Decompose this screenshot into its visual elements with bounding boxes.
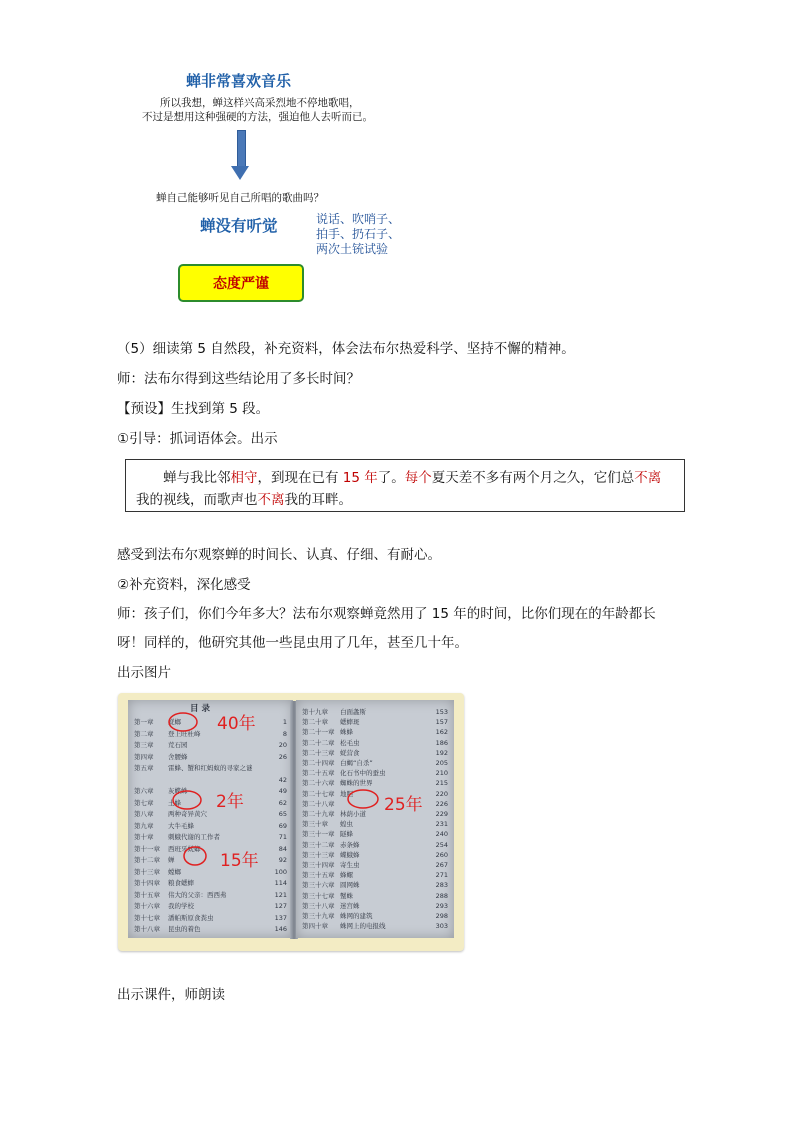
paragraph: （5）细读第 5 自然段，补充资料，体会法布尔热爱科学、坚持不懈的精神。 [117,341,575,357]
paragraph: 呀！同样的，他研究其他一些昆虫用了几年，甚至几十年。 [117,635,468,651]
toc-chapter: 第九章 [134,821,154,830]
toc-title: 我的学校 [168,902,194,910]
toc-chapter: 第六章 [134,787,154,795]
diagram-quote-line2: 不过是想用这种强硬的方法，强迫他人去听而已。 [142,111,373,123]
toc-chapter: 第二十九章 [302,810,335,818]
experiment-item: 拍手、扔石子、 [316,227,401,241]
toc-title: 隧蜂 [340,830,353,839]
toc-title: 土蜂 [168,798,181,807]
toc-title: 荒石园 [168,741,188,749]
highlight: 15 年 [342,470,378,486]
toc-page-number: 298 [435,912,448,920]
toc-title: 蜣营食 [340,748,360,757]
toc-chapter: 第十一章 [134,844,160,853]
toc-chapter: 第十三章 [134,867,160,876]
toc-title: 白蝎“自杀” [340,759,373,767]
toc-title: 林荫小道 [340,810,366,818]
toc-title: 两种奇异黄穴 [168,810,207,818]
toc-chapter: 第二十二章 [302,738,335,747]
attitude-label: 态度严谨 [213,276,269,292]
toc-chapter: 第二章 [134,729,154,738]
toc-title: 蛛蜂 [340,728,353,737]
quote-line-2: 我的视线，而歌声也不离我的耳畔。 [136,492,352,508]
toc-chapter: 第二十六章 [302,779,335,788]
toc-chapter: 第四章 [134,752,154,761]
toc-page-number: 229 [435,810,448,818]
toc-chapter: 第三十九章 [302,912,335,920]
diagram-quote-line1: 所以我想，蝉这样兴高采烈地不停地歌唱， [160,97,360,109]
year-annotation: 40年 [217,714,256,734]
paragraph: 师：法布尔得到这些结论用了多长时间？ [117,371,360,387]
toc-page-number: 153 [435,708,448,716]
toc-page-number: 127 [274,902,287,910]
toc-page-number: 220 [435,789,448,798]
quote-line-1: 蝉与我比邻相守，到现在已有 15 年了。每个夏天差不多有两个月之久，它们总不离 [163,470,662,486]
toc-chapter: 第二十四章 [302,759,335,767]
annotation-circle [173,791,201,809]
toc-title: 赤条蜂 [340,840,360,849]
paragraph: ②补充资料，深化感受 [117,577,251,593]
toc-title: 粮食蟋蟀 [168,879,194,887]
toc-page-number: 1 [282,718,287,726]
highlight: 不离 [257,492,285,508]
toc-chapter: 第二十五章 [302,769,335,778]
toc-page-number: 8 [282,729,287,738]
toc-title: 舍腰蜂 [168,752,188,761]
paragraph: 师：孩子们，你们今年多大？法布尔观察蝉竟然用了 15 年的时间，比你们现在的年龄都长 [117,606,656,622]
toc-chapter: 第三十二章 [302,840,335,849]
toc-page-number: 293 [435,901,448,910]
highlight: 相守 [230,470,258,486]
toc-chapter: 第八章 [134,810,154,818]
toc-title: 化石书中的蚕虫 [340,769,386,778]
toc-page-number: 254 [435,840,448,849]
toc-page-number: 240 [435,830,448,839]
experiment-item: 两次土铳试验 [316,242,389,256]
toc-title: 蜣螂 [168,718,181,726]
down-arrow-head-icon [231,166,249,180]
toc-chapter: 第七章 [134,798,154,807]
toc-page-number: 69 [278,821,287,830]
toc-chapter: 第三十章 [302,820,328,829]
experiment-item: 说话、吹哨子、 [316,212,401,226]
toc-chapter: 第十七章 [134,913,160,922]
toc-page-number: 62 [278,798,287,807]
toc-chapter: 第五章 [134,764,154,772]
toc-chapter: 第二十章 [302,718,328,727]
toc-title: 西班牙蜣螂 [168,844,201,853]
toc-chapter: 第二十七章 [302,789,335,798]
toc-title: 伟大的父亲：西西弗 [168,890,227,899]
toc-page-number: 260 [435,850,448,859]
toc-page-number: 114 [274,879,287,887]
toc-title: 蝉 [168,856,175,864]
annotation-circle [184,847,206,865]
toc-chapter: 第三十八章 [302,901,335,910]
toc-page-number: 26 [278,752,287,761]
toc-title: 潘帕斯原食粪虫 [168,913,214,922]
toc-title: 迷宫蛛 [340,901,360,910]
toc-page-number: 100 [274,867,287,876]
toc-page-number: 231 [435,820,448,829]
toc-chapter: 第十五章 [134,890,160,899]
paragraph: 感受到法布尔观察蝉的时间长、认真、仔细、有耐心。 [117,547,441,563]
toc-page-number: 162 [435,728,448,737]
toc-page-number: 267 [435,861,448,869]
annotation-layer [118,693,464,951]
toc-page-number: 92 [278,856,287,864]
toc-page-number: 65 [278,810,287,818]
experiment-list [316,212,400,257]
toc-chapter: 第二十一章 [302,728,335,737]
toc-chapter: 第三十一章 [302,830,335,839]
book-toc-image [118,693,464,951]
toc-page-number: 42 [278,775,287,784]
toc-title: 寄生虫 [340,861,360,869]
toc-chapter: 第三十六章 [302,881,335,890]
toc-chapter: 第三十七章 [302,891,335,900]
toc-title: 灰蝶蛛 [168,787,188,795]
attitude-box [178,264,304,302]
toc-title: 雷蜂、蟹和红蚂蚁的寻家之谜 [168,764,253,772]
toc-chapter: 第十章 [134,833,154,841]
toc-title: 白面螽斯 [340,708,366,716]
diagram-question: 蝉自己能够听见自己所唱的歌曲吗？ [156,192,324,204]
annotation-circle [169,713,197,731]
toc-page-number: 210 [435,769,448,778]
toc-chapter: 第十六章 [134,902,160,910]
toc-title: 螳螂 [168,867,181,876]
annotation-circle [348,790,378,808]
toc-chapter: 第一章 [134,718,154,726]
toc-chapter: 第十四章 [134,879,160,887]
toc-title: 蛛网的建筑 [340,912,373,920]
toc-page-number: 20 [278,741,287,749]
toc-title: 蝗虫 [340,820,353,829]
paragraph: ①引导：抓词语体会。出示 [117,431,278,447]
toc-page-number: 146 [274,925,287,933]
toc-page-number: 84 [278,844,287,853]
toc-title: 蛛网上的电报线 [340,922,386,931]
diagram-conclusion: 蝉没有听觉 [200,217,278,235]
toc-title: 蟋蟀斑 [340,718,360,727]
toc-chapter: 第十八章 [134,925,160,933]
paragraph: 出示课件，师朗读 [117,987,225,1003]
toc-page-number: 157 [435,718,448,727]
toc-chapter: 第十九章 [302,708,328,716]
toc-chapter: 第三十五章 [302,871,335,880]
toc-chapter: 第三十三章 [302,850,335,859]
toc-page-number: 49 [278,787,287,795]
toc-title: 蜘蛛的世界 [340,779,373,788]
toc-title: 蝶蛾蜂 [340,850,360,859]
toc-page-number: 137 [274,913,287,922]
toc-page-number: 71 [278,833,287,841]
toc-heading: 目 录 [190,704,210,714]
highlight: 每个 [404,470,432,486]
toc-title: 地胆 [340,789,353,798]
toc-page-number: 186 [435,738,448,747]
highlight: 不离 [634,470,662,486]
toc-chapter: 第十二章 [134,856,160,864]
toc-page-number: 215 [435,779,448,788]
paragraph: 【预设】生找到第 5 段。 [117,401,270,417]
toc-title: 昆虫的着色 [168,925,201,933]
toc-title: 大牛毛蜂 [168,821,194,830]
toc-page-number: 303 [435,922,448,931]
toc-page-number: 283 [435,881,448,890]
toc-page-number: 271 [435,871,448,880]
toc-title: 登上旺杜峰 [168,729,201,738]
toc-title: 蟹蛛 [340,891,353,900]
toc-page-number: 192 [435,748,448,757]
toc-chapter: 第三章 [134,741,154,749]
down-arrow-icon [237,130,246,168]
year-annotation: 25年 [384,795,423,815]
toc-page-number: 288 [435,891,448,900]
toc-page-number: 121 [274,890,287,899]
toc-title: 松毛虫 [340,738,360,747]
toc-title: 圆网蛛 [340,881,360,890]
toc-chapter: 第二十三章 [302,748,335,757]
toc-page-number: 205 [435,759,448,767]
year-annotation: 2年 [216,792,244,812]
toc-title: 刺蛾代谢的工作者 [168,833,220,841]
toc-chapter: 第二十八章 [302,799,335,808]
quote-box [125,459,685,512]
diagram-title: 蝉非常喜欢音乐 [186,72,292,90]
toc-chapter: 第三十四章 [302,861,335,869]
toc-chapter: 第四十章 [302,922,328,931]
paragraph: 出示图片 [117,665,171,681]
toc-title: 蜂螺 [340,871,353,880]
toc-page-number: 226 [435,799,448,808]
year-annotation: 15年 [220,851,259,871]
